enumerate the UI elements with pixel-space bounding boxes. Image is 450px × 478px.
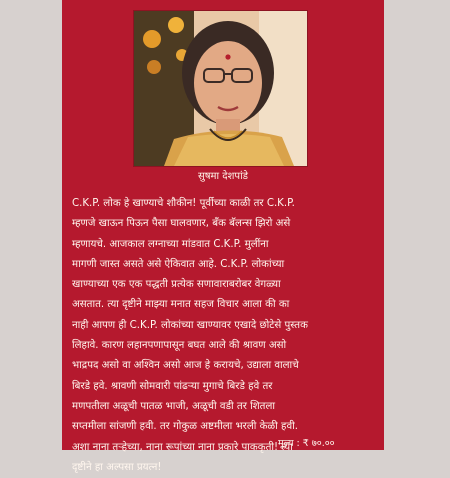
price-label: मूल्य : ₹ ७०.००: [278, 438, 335, 449]
blurb-line: C.K.P. लोक हे खाण्याचे शौकीन! पूर्वीच्या काळी तर C.K.P.: [72, 198, 295, 209]
blurb-line: म्हणायचे. आजकाल लग्नाच्या मांडवात C.K.P. मुलींना: [72, 238, 269, 250]
blurb-line: म्हणजे खाऊन पिऊन पैसा घालवणार, बँक बॅलन्स झिरो असे: [72, 218, 291, 230]
author-name: सुषमा देशपांडे: [197, 171, 249, 182]
blurb-line: बिरडे हवे. श्रावणी सोमवारी पांढऱ्या मुगाचे बिरडे हवे तर: [72, 380, 273, 392]
blurb-line: असतात. त्या दृष्टीने माझ्या मनात सहज विचार आला की का: [72, 299, 290, 311]
blurb-line: भाद्रपद असो वा अश्विन असो आज हे करायचे, उद्याला वालाचे: [72, 360, 299, 372]
back-cover: [62, 0, 384, 473]
blurb-line: सप्तमीला सांजणी हवी. तर गोकुळ अष्टमीला भरली केळी हवी.: [72, 421, 299, 433]
blurb-line: मागणी जास्त असते असे ऐकिवात आहे. C.K.P. लोकांच्या: [72, 258, 285, 270]
blurb-line: दृष्टीने हा अल्पसा प्रयत्न!: [72, 461, 162, 473]
blurb-line: अशा नाना तऱ्हेच्या, नाना रूपांच्या नाना प्रकारे पाककृती! त्या: [72, 441, 293, 453]
blurb-line: नाही आपण ही C.K.P. लोकांच्या खाण्यावर एखादे छोटेसे पुस्तक: [72, 319, 308, 331]
author-portrait: [134, 11, 307, 166]
blurb-line: खाण्याच्या एक एक पद्धती प्रत्येक सणावाराबरोबर वेगळ्या: [72, 279, 281, 291]
author-photo: [134, 11, 307, 166]
blurb-line: मणपतीला अळूची पातळ भाजी, अळूची वडी तर शितला: [72, 400, 276, 412]
blurb-line: लिहावे. कारण लहानपणापासून बघत आले की श्रावण असो: [72, 340, 287, 352]
